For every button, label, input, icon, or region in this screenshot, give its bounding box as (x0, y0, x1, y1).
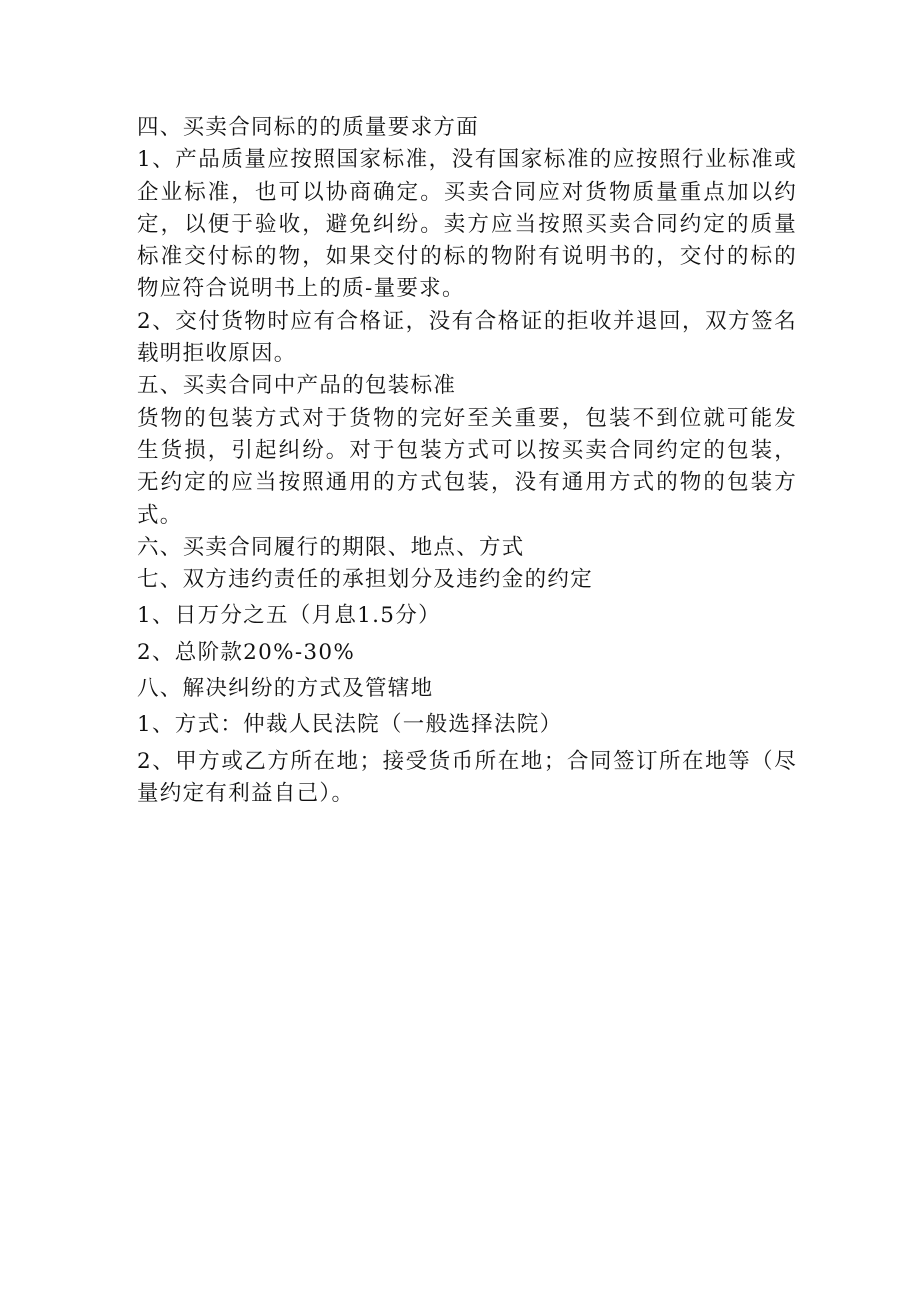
section-heading-8: 八、解决纠纷的方式及管辖地 (137, 676, 434, 702)
penalty-item-1: 1、日万分之五（月息1.5分） (137, 603, 441, 629)
quality-item-2: 2、交付货物时应有合格证，没有合格证的拒收并退回，双方签名载明拒收原因。 (137, 308, 797, 367)
dispute-item-2: 2、甲方或乙方所在地；接受货币所在地；合同签订所在地等（尽量约定有利益自己）。 (137, 748, 797, 806)
penalty-item-2: 2、总阶款20%-30% (137, 639, 356, 665)
dispute-item-1: 1、方式：仲裁人民法院（一般选择法院） (137, 712, 563, 738)
document-body (137, 112, 797, 810)
section-heading-4: 四、买卖合同标的的质量要求方面 (137, 115, 480, 140)
section-heading-5: 五、买卖合同中产品的包装标准 (137, 373, 457, 399)
section-heading-6: 六、买卖合同履行的期限、地点、方式 (137, 534, 525, 560)
section-heading-7: 七、双方违约责任的承担划分及违约金的约定 (137, 567, 594, 593)
quality-item-1: 1、产品质量应按照国家标准，没有国家标准的应按照行业标准或企业标准，也可以协商确定。买卖合同应对货物质量重点加以约定，以便于验收，避免纠纷。卖方应当按照买卖合同约定的质量标准交付标的物，如果交付的标的物附有说明书的，交付的标的物应符合说明书上的质-量要求。 (137, 147, 797, 302)
packaging-paragraph: 货物的包装方式对于货物的完好至关重要，包装不到位就可能发生货损，引起纠纷。对于包装方式可以按买卖合同约定的包装，无约定的应当按照通用的方式包装，没有通用方式的物的包装方式。 (137, 405, 797, 528)
